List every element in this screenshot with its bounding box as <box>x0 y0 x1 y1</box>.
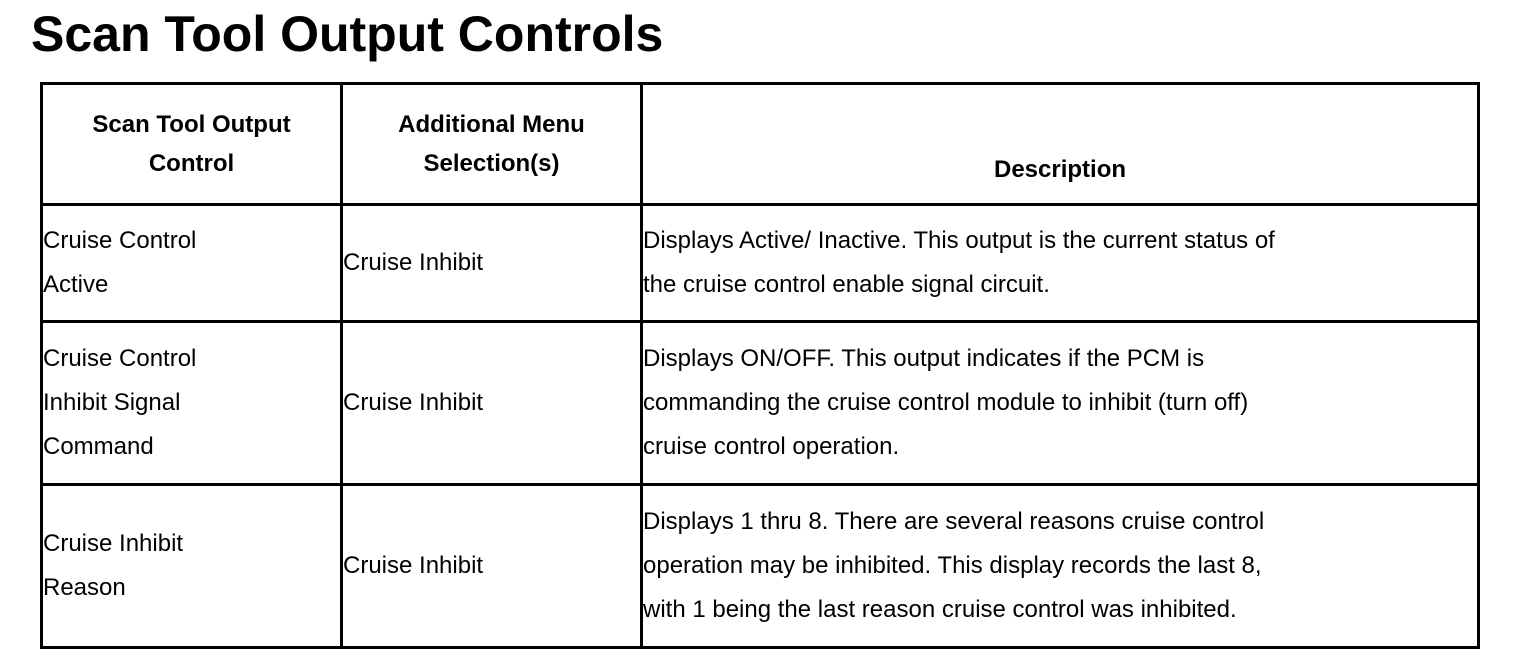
output-control-line: Active <box>43 271 109 298</box>
output-controls-table <box>40 82 1480 649</box>
table-row <box>42 205 1479 322</box>
menu-selection-text: Cruise Inhibit <box>343 249 484 276</box>
description-cell <box>642 485 1479 648</box>
description-line: commanding the cruise control module to inhibit (turn off) <box>643 389 1249 416</box>
header-output-line: Control <box>148 150 235 177</box>
table-row <box>42 485 1479 648</box>
output-control-line: Reason <box>43 574 126 601</box>
header-description <box>642 84 1479 205</box>
header-additional-menu-selections <box>342 84 642 205</box>
header-menu-line: Additional Menu <box>398 111 585 138</box>
output-control-line: Cruise Inhibit <box>43 530 184 557</box>
output-control-line: Command <box>43 433 154 460</box>
table-row <box>42 322 1479 485</box>
menu-selection-cell <box>342 485 642 648</box>
header-description-label: Description <box>993 156 1127 183</box>
header-menu-line: Selection(s) <box>423 150 560 177</box>
description-line: the cruise control enable signal circuit. <box>643 271 1050 298</box>
output-control-line: Inhibit Signal <box>43 389 181 416</box>
description-cell <box>642 322 1479 485</box>
description-line: operation may be inhibited. This display records the last 8, <box>643 552 1262 579</box>
menu-selection-cell <box>342 322 642 485</box>
output-control-cell <box>42 485 342 648</box>
description-line: with 1 being the last reason cruise control was inhibited. <box>643 596 1237 623</box>
description-line: Displays 1 thru 8. There are several reasons cruise control <box>643 508 1265 535</box>
menu-selection-text: Cruise Inhibit <box>343 389 484 416</box>
header-output-line: Scan Tool Output <box>92 111 291 138</box>
description-line: Displays ON/OFF. This output indicates if the PCM is <box>643 345 1205 372</box>
menu-selection-text: Cruise Inhibit <box>343 552 484 579</box>
description-line: Displays Active/ Inactive. This output is the current status of <box>643 227 1275 254</box>
output-control-line: Cruise Control <box>43 227 197 254</box>
output-control-line: Cruise Control <box>43 345 197 372</box>
output-control-cell <box>42 322 342 485</box>
output-control-cell <box>42 205 342 322</box>
table-header-row <box>42 84 1479 205</box>
description-line: cruise control operation. <box>643 433 900 460</box>
description-cell <box>642 205 1479 322</box>
menu-selection-cell <box>342 205 642 322</box>
page-title: Scan Tool Output Controls <box>31 6 664 62</box>
header-scan-tool-output-control <box>42 84 342 205</box>
